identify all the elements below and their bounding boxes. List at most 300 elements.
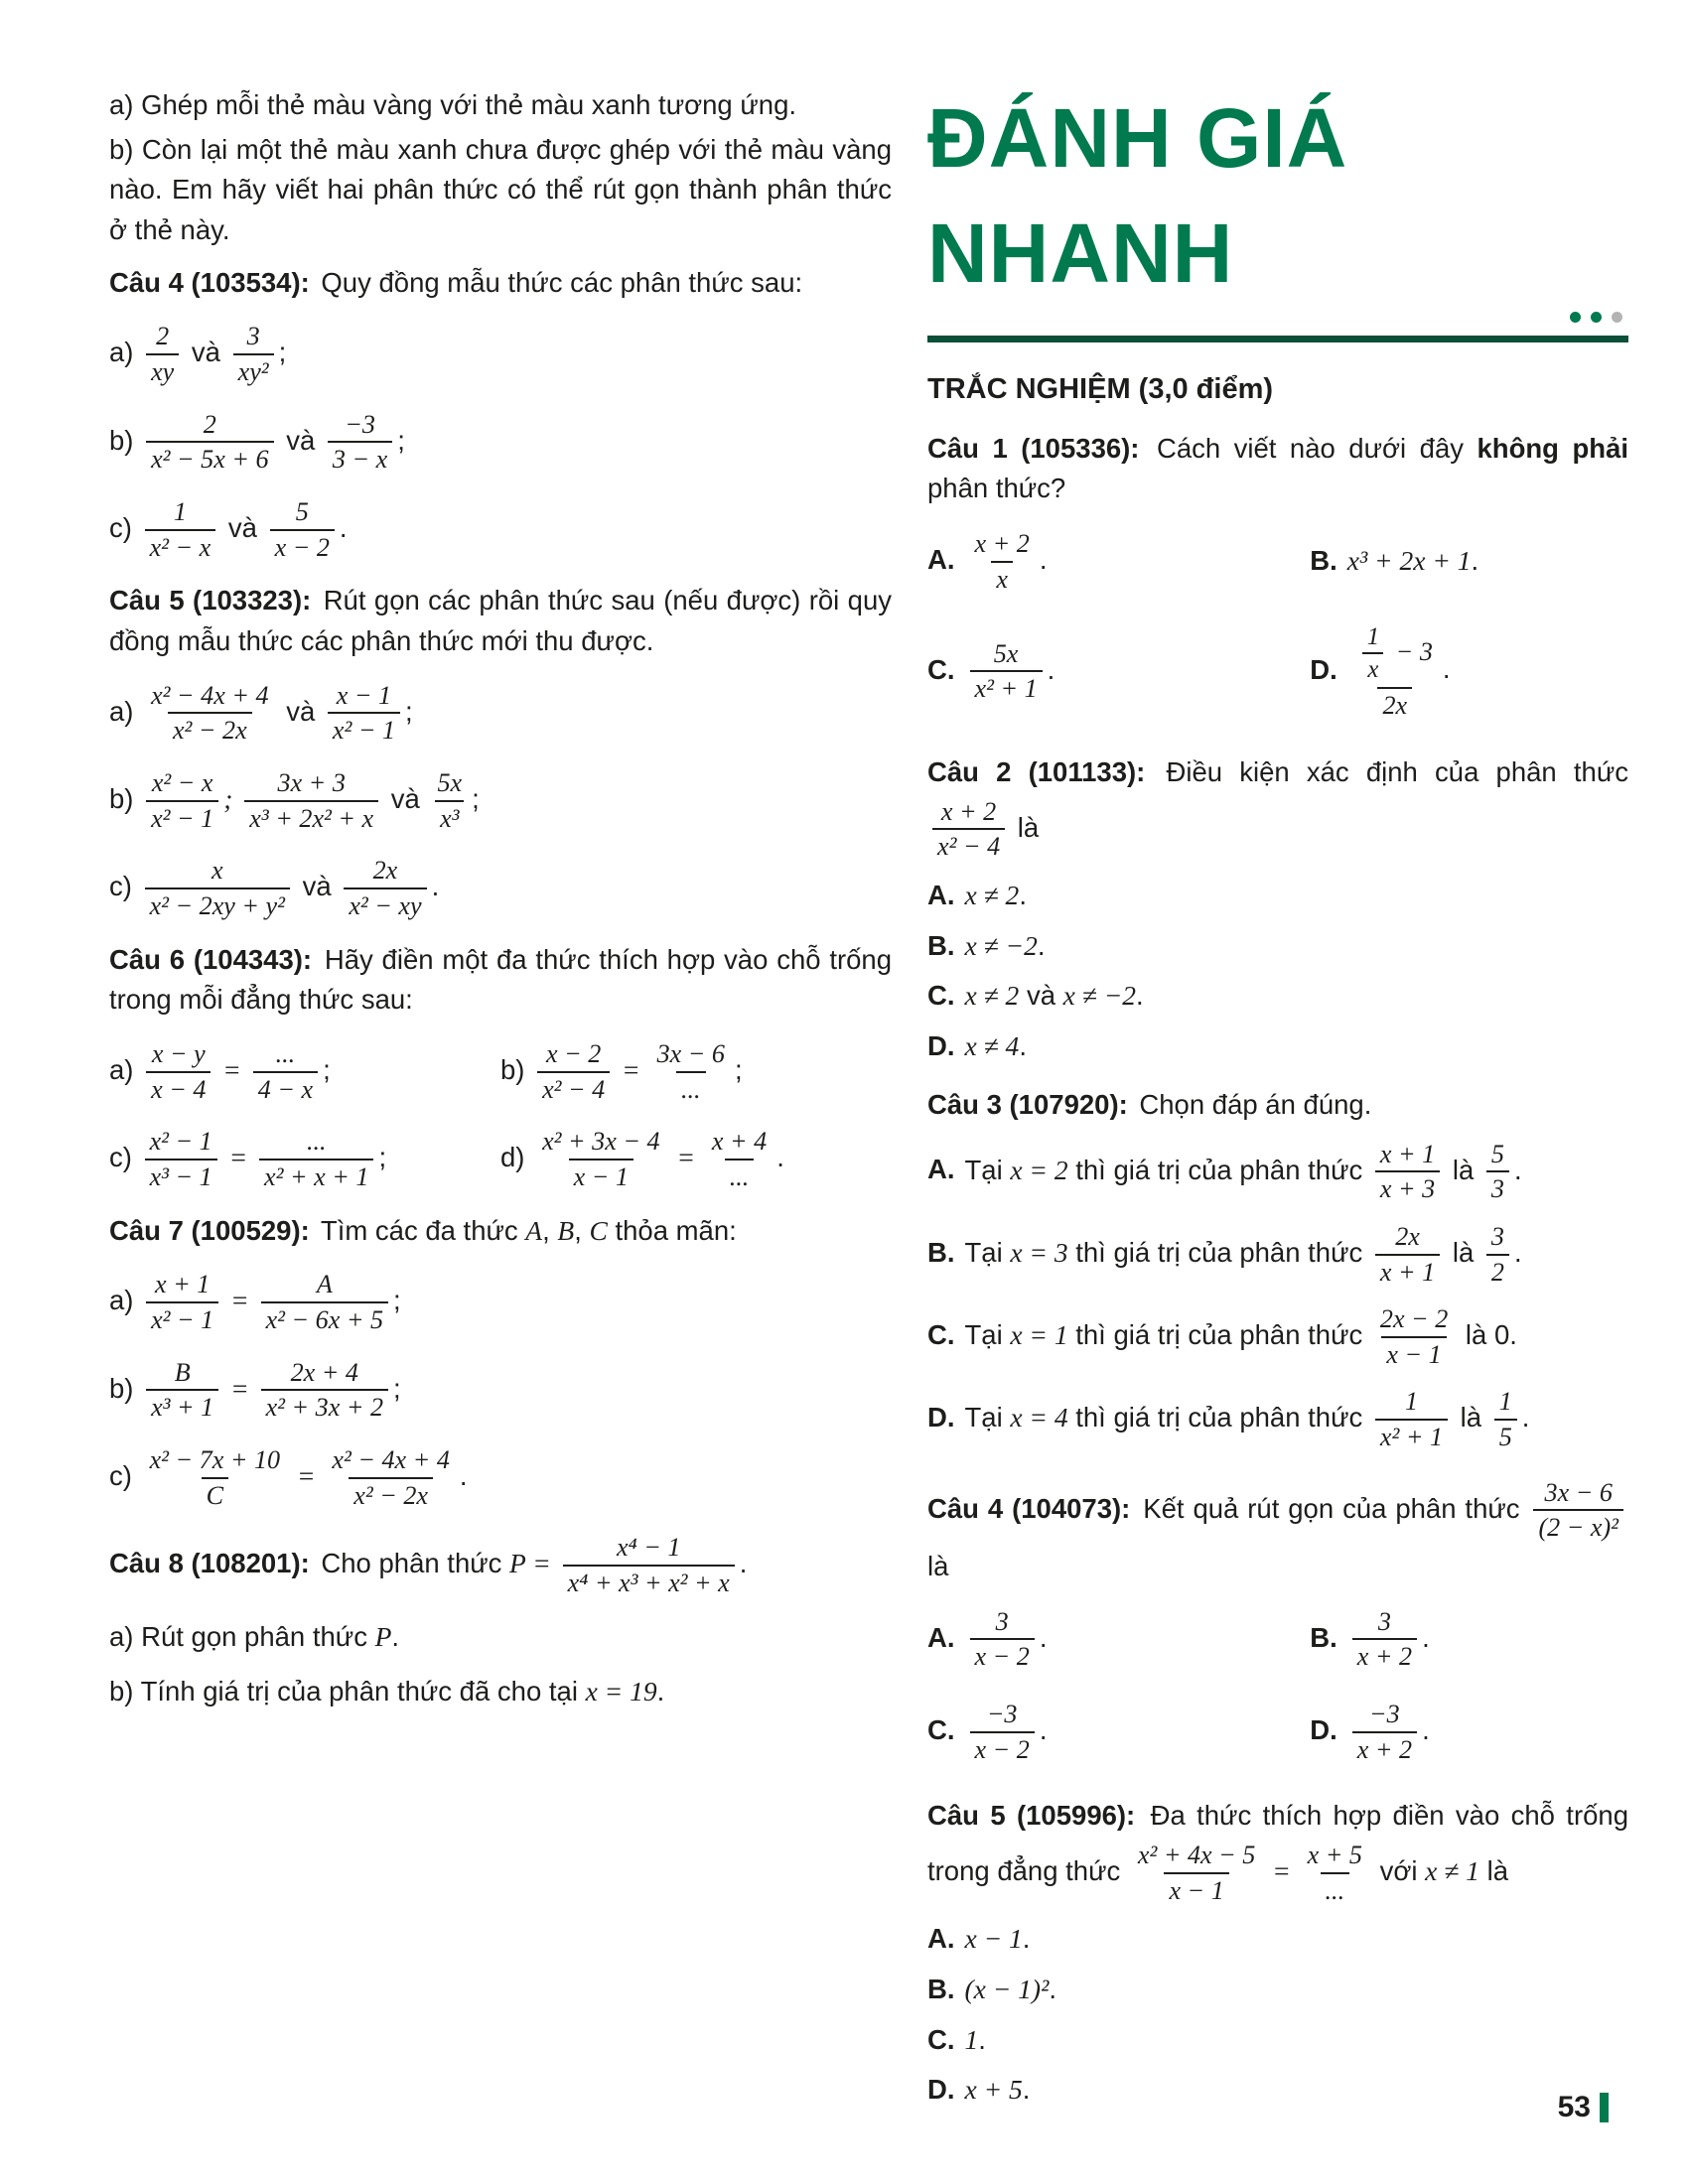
math-expression: = [215, 1053, 248, 1085]
math-expression: x² − 4x + 4 [151, 680, 269, 710]
math-line: b) $\frac{\text{x² − x}}{\text{x² − 1}}$ ; $\frac{3x + 3}{\text{x³ + 2x² + x}}$ và $\frac{5x}{\text{x³}}$ ; [109, 764, 892, 837]
math-line: a) $\frac{x - y}{x - 4}$ = $\frac{...}{4 - x}$ ; [109, 1035, 500, 1108]
fraction [1352, 619, 1438, 723]
fraction-numerator [147, 1037, 211, 1071]
math-expression: 5x [437, 768, 463, 798]
math-expression: x² − 7x + 10 [149, 1445, 281, 1474]
math-expression: 5 [295, 497, 309, 527]
math-expression: 1 [173, 497, 187, 527]
math-expression: x² + x + 1 [264, 1162, 369, 1192]
fraction-denominator [970, 1638, 1035, 1674]
fraction-numerator [1494, 1385, 1517, 1419]
option-key: D. [927, 1030, 955, 1062]
math-expression: 3x − 6 [1544, 1477, 1613, 1507]
math-expression: x [996, 564, 1008, 594]
fraction-denominator [259, 1159, 373, 1194]
fraction-numerator [291, 495, 314, 529]
fraction-numerator [340, 408, 380, 442]
problem-label: Câu 8 (108201): [109, 1548, 310, 1579]
option-key: B. [927, 929, 955, 961]
math-expression: − 3 [1389, 637, 1433, 667]
problem-statement: Câu 5 (103323): Rút gọn các phân thức sau (nếu được) rồi quy đồng mẫu thức các phân thức mới thu được. [109, 585, 892, 657]
fraction [1533, 1476, 1623, 1545]
fraction-denominator [146, 1071, 211, 1107]
math-expression: x + 4 [711, 1127, 768, 1157]
math-expression: x − 1 [1386, 1339, 1442, 1369]
fraction-denominator [146, 1301, 218, 1337]
math-expression: 3 − x [332, 445, 388, 475]
fraction-denominator [1164, 1872, 1228, 1908]
math-expression: (x − 1)² [964, 1974, 1050, 2005]
problem-label: Câu 3 (107920): [927, 1088, 1128, 1120]
math-expression: x² + 1 [974, 674, 1038, 704]
option-key: B. [927, 1974, 955, 2005]
fraction [145, 854, 290, 922]
fraction-numerator [145, 1443, 286, 1477]
fraction-numerator [1352, 619, 1438, 687]
math-row [109, 1354, 892, 1427]
mcq-problem [927, 752, 1628, 1067]
fraction-denominator [146, 441, 273, 477]
math-line: c) $\frac{x}{\text{x² − 2xy + y²}}$ và $\frac{2x}{\text{x² − xy}}$ . [109, 852, 892, 924]
math-expression: 1 [1366, 623, 1380, 651]
math-expression: 3x + 3 [277, 768, 346, 798]
fraction-denominator [932, 828, 1005, 864]
math-expression: 2 [1490, 1257, 1504, 1287]
math-expression: 2x + 4 [290, 1357, 358, 1387]
math-expression: x² − 4 [542, 1074, 606, 1104]
math-expression: x² + 3x + 2 [265, 1393, 384, 1423]
math-expression: x = 2 [1010, 1154, 1068, 1185]
answer-option: D. x + 5. [927, 2074, 1031, 2106]
fraction [145, 1125, 217, 1193]
option-key: A. [927, 880, 955, 911]
fraction [261, 1268, 388, 1336]
math-expression: x² − 2x [353, 1480, 428, 1510]
math-expression: x − 4 [151, 1074, 207, 1104]
math-expression: x² − 6x + 5 [265, 1305, 384, 1335]
math-expression: x² − 2xy + y² [149, 891, 285, 921]
math-expression: x² + 3x − 4 [542, 1127, 660, 1157]
math-expression: x + 2 [1356, 1734, 1413, 1764]
math-expression: x ≠ 4 [964, 1030, 1020, 1062]
fraction-numerator [707, 1125, 772, 1159]
math-expression: x + 3 [1379, 1174, 1436, 1204]
math-expression: x − 2 [974, 1734, 1030, 1764]
answer-option: C. $\frac{5x}{\text{x² + 1}}$ . [927, 635, 1284, 708]
answer-option: D. Tại x = 4 thì giá trị của phân thức $\frac{1}{\text{x² + 1}}$ là $\frac{1}{5}$ . [927, 1383, 1628, 1455]
answer-option: C. 1. [927, 2023, 986, 2055]
math-row [109, 493, 892, 566]
fraction-numerator [1375, 1138, 1440, 1171]
fraction [1494, 1385, 1517, 1453]
answer-option: A. $\frac{x + 2}{x}$ . [927, 525, 1284, 598]
problem-statement: Câu 4 (103534): Quy đồng mẫu thức các phân thức sau: [109, 266, 803, 298]
fraction-numerator [368, 854, 403, 887]
problem [109, 1529, 892, 1712]
math-expression: x − y [151, 1039, 206, 1069]
math-expression: C [589, 1214, 608, 1246]
fraction-denominator [435, 800, 464, 836]
fraction-denominator [537, 1071, 610, 1107]
fraction-numerator [170, 1356, 196, 1390]
math-row [109, 1672, 892, 1712]
fraction-denominator [261, 1389, 388, 1425]
fraction-numerator [147, 766, 218, 800]
fraction [1133, 1839, 1260, 1907]
fraction-numerator [1375, 1302, 1453, 1336]
fraction-denominator [1352, 1638, 1417, 1674]
fraction-numerator [991, 1605, 1014, 1639]
math-expression: = [223, 1285, 256, 1316]
fraction-denominator [970, 670, 1043, 706]
math-expression: x = 19 [585, 1676, 657, 1707]
option-key: C. [927, 653, 955, 685]
math-expression: P = [509, 1548, 558, 1579]
fraction-denominator [328, 441, 392, 477]
problem-statement: Câu 3 (107920): Chọn đáp án đúng. [927, 1088, 1372, 1120]
math-expression: 4 − x [257, 1074, 314, 1104]
math-expression: x² − 2x [172, 716, 247, 746]
math-expression: x² − 1 [151, 1305, 214, 1335]
math-expression: 5 [1498, 1423, 1512, 1452]
math-expression: −3 [345, 409, 375, 439]
answer-option: C. $\frac{-3}{x - 2}$ . [927, 1696, 1284, 1768]
math-row [109, 852, 892, 924]
fraction [145, 1443, 286, 1512]
problem [109, 940, 892, 1196]
fraction-numerator [1364, 1698, 1405, 1731]
fraction-denominator [1494, 1419, 1517, 1454]
fraction [146, 1268, 218, 1336]
math-expression: x + 2 [940, 796, 997, 826]
fraction-denominator [1377, 687, 1412, 723]
fraction-denominator [328, 712, 400, 748]
mcq-problem [927, 1796, 1628, 2111]
option-key: A. [927, 1923, 955, 1955]
problem-statement: Câu 6 (104343): Hãy điền một đa thức thích hợp vào chỗ trống trong mỗi đẳng thức sau: [109, 943, 892, 1016]
mcq-problem [927, 1474, 1628, 1779]
fraction-denominator [261, 1301, 388, 1337]
math-expression: x − 2 [546, 1039, 602, 1069]
fraction [233, 320, 274, 388]
problem-statement: Câu 8 (108201): Cho phân thức P = $\frac{\text{x⁴ − 1}}{\text{x⁴ + x³ + x² + x}}$ . [109, 1529, 892, 1601]
fraction-denominator [1352, 1731, 1417, 1767]
math-expression: ; [223, 782, 240, 814]
answer-option: D. $\frac{1}{x}$ − 3 2x . [1310, 617, 1628, 725]
math-expression: = [669, 1142, 702, 1173]
fraction-denominator [1321, 1872, 1350, 1908]
math-line: a) $\frac{2}{xy}$ và $\frac{3}{\text{xy²}}$ ; [109, 318, 892, 390]
dot-icon [1570, 312, 1581, 323]
fraction-denominator [145, 887, 290, 923]
math-line: c) $\frac{\text{x² − 7x + 10}}{C}$ = $\frac{\text{x² − 4x + 4}}{\text{x² − 2x}}$ . [109, 1441, 892, 1514]
fraction-numerator [332, 679, 396, 713]
fraction [146, 766, 218, 835]
fraction-denominator [725, 1159, 755, 1194]
fraction-denominator [253, 1071, 318, 1107]
math-expression: x³ + 2x² + x [249, 803, 374, 833]
fraction-denominator [168, 712, 252, 748]
math-line: d) $\frac{\text{x² + 3x − 4}}{x - 1}$ = $\frac{x + 4}{...}$ . [500, 1123, 892, 1195]
fraction [146, 1356, 218, 1425]
fraction [146, 408, 273, 477]
fraction [652, 1037, 730, 1106]
mcq-problem [927, 429, 1628, 735]
fraction-numerator [982, 1698, 1023, 1731]
fraction-numerator [936, 795, 1001, 829]
right-column [927, 81, 1628, 2120]
fraction-numerator [1133, 1839, 1260, 1872]
fraction-denominator [1486, 1254, 1509, 1290]
math-line: b) $\frac{x - 2}{\text{x² − 4}}$ = $\frac{3x - 6}{...}$ ; [500, 1035, 892, 1108]
answer-option: D. $\frac{-3}{x + 2}$ . [1310, 1696, 1628, 1768]
problem-statement: Câu 7 (100529): Tìm các đa thức A, B, C thỏa mãn: [109, 1214, 737, 1246]
math-expression: x² − 1 [151, 803, 214, 833]
answer-option: B. x³ + 2x + 1. [1310, 545, 1479, 577]
problem-statement: Câu 4 (104073): Kết quả rút gọn của phân thức $\frac{3x - 6}{\text{(2 − x)²}}$ là [927, 1474, 1628, 1587]
fraction [707, 1125, 772, 1193]
fraction [244, 766, 378, 835]
intro-item-a: a) Ghép mỗi thẻ màu vàng với thẻ màu xanh tương ứng. [109, 89, 796, 120]
page-number: 53 [1557, 2090, 1591, 2123]
fraction-denominator [676, 1071, 706, 1107]
fraction-numerator [1390, 1220, 1425, 1254]
math-expression: x² − 1 [149, 1127, 212, 1157]
problem-label: Câu 6 (104343): [109, 943, 313, 975]
math-expression: 2 [156, 322, 170, 351]
math-line: b) $\frac{B}{\text{x³ + 1}}$ = $\frac{2x + 4}{\text{x² + 3x + 2}}$ ; [109, 1354, 892, 1427]
banner-dots [1570, 312, 1622, 323]
math-expression: 3 [1490, 1221, 1504, 1251]
options-list [927, 515, 1628, 735]
page-footer [1558, 2086, 1609, 2129]
math-expression: = [223, 1372, 256, 1404]
fraction-numerator [146, 679, 273, 713]
answer-option: B. $\frac{3}{x + 2}$ . [1310, 1603, 1628, 1676]
math-expression: 1 [1498, 1387, 1512, 1417]
option-key: C. [927, 980, 955, 1012]
option-key: C. [927, 2023, 955, 2055]
fraction-denominator [1381, 1336, 1446, 1372]
fraction [1375, 1220, 1440, 1289]
math-expression: x − 2 [974, 1642, 1030, 1672]
fraction-denominator [1486, 1170, 1509, 1206]
fraction-numerator [242, 320, 265, 353]
answer-option: B. Tại x = 3 thì giá trị của phân thức $\frac{2x}{x + 1}$ là $\frac{3}{2}$ . [927, 1218, 1628, 1291]
fraction [270, 495, 335, 564]
answer-option: C. x ≠ 2 và x ≠ −2. [927, 980, 1144, 1012]
math-row [109, 764, 892, 837]
math-row [109, 318, 892, 390]
fraction-denominator [145, 1159, 217, 1194]
fraction-denominator [202, 1477, 228, 1513]
math-expression: = [615, 1053, 647, 1085]
fraction [261, 1356, 388, 1425]
banner-title [927, 81, 1628, 312]
answer-option: D. x ≠ 4. [927, 1030, 1027, 1062]
fraction [932, 795, 1005, 864]
math-expression: x⁴ − 1 [617, 1533, 681, 1563]
fraction-denominator [1375, 1419, 1448, 1454]
dot-icon [1591, 312, 1602, 323]
math-row [109, 1035, 892, 1108]
fraction-numerator [1362, 621, 1384, 652]
math-expression: 2x [1395, 1221, 1420, 1251]
option-key: C. [927, 1319, 955, 1351]
math-expression: xy² [237, 357, 269, 387]
fraction-denominator [146, 1389, 218, 1425]
fraction-denominator [563, 1565, 735, 1600]
option-key: D. [1310, 653, 1337, 685]
math-expression: x² − x [151, 768, 213, 798]
fraction-numerator [199, 408, 221, 442]
math-expression: (2 − x)² [1538, 1513, 1618, 1543]
problem-label: Câu 4 (103534): [109, 266, 310, 298]
fraction-denominator [1533, 1509, 1623, 1545]
fraction-numerator [970, 527, 1035, 561]
fraction-numerator [652, 1037, 730, 1071]
problem-label: Câu 1 (105336): [927, 432, 1140, 464]
math-expression: A [525, 1214, 543, 1246]
fraction-denominator [970, 1731, 1035, 1767]
problem [109, 263, 892, 567]
math-line: a) $\frac{\text{x² − 4x + 4}}{\text{x² − 2x}}$ và $\frac{x - 1}{\text{x² − 1}}$ ; [109, 677, 892, 750]
bold-text: không phải [1477, 432, 1628, 464]
math-expression: 3 [1490, 1174, 1504, 1204]
problem-statement: Câu 1 (105336): Cách viết nào dưới đây không phải phân thức? [927, 432, 1628, 504]
math-expression: x² + 4x − 5 [1137, 1841, 1256, 1870]
math-expression: ... [275, 1039, 296, 1069]
fraction-numerator [302, 1125, 332, 1159]
answer-option: A. x ≠ 2. [927, 880, 1027, 911]
fraction-denominator [270, 529, 335, 565]
math-expression: −3 [1369, 1700, 1400, 1729]
fraction-numerator [169, 495, 192, 529]
math-expression: = [221, 1142, 255, 1173]
fraction-numerator [271, 1037, 301, 1071]
math-expression: C [206, 1480, 224, 1510]
math-expression: B [557, 1214, 575, 1246]
fraction-numerator [327, 1443, 454, 1477]
math-expression: x² − x [149, 532, 211, 562]
option-key: A. [927, 1621, 955, 1653]
math-row [109, 1617, 892, 1658]
fraction [328, 408, 392, 477]
math-expression: x² − 4x + 4 [332, 1445, 450, 1474]
math-expression: ... [1325, 1875, 1345, 1905]
math-expression: ... [306, 1127, 327, 1157]
math-row [109, 1123, 892, 1195]
math-expression: x + 5 [964, 2074, 1023, 2106]
math-row [109, 1441, 892, 1514]
fraction [970, 527, 1035, 596]
mcq-problem [927, 1085, 1628, 1456]
fraction-numerator [989, 637, 1024, 671]
math-expression: 3x − 6 [656, 1039, 725, 1069]
math-expression: x² − 4 [937, 832, 1001, 862]
fraction-denominator [344, 887, 426, 923]
answer-option: A. $\frac{3}{x - 2}$ . [927, 1603, 1284, 1676]
math-expression: ... [680, 1074, 701, 1104]
fraction [328, 679, 400, 748]
section-title: TRẮC NGHIỆM (3,0 điểm) [927, 372, 1274, 405]
fraction-numerator [150, 1268, 214, 1301]
math-expression: P [374, 1620, 392, 1652]
fraction-numerator [1486, 1220, 1509, 1254]
math-expression: x + 5 [1307, 1841, 1362, 1870]
dot-icon [1612, 312, 1622, 323]
math-expression: x = 4 [1010, 1402, 1068, 1433]
mcq-list [927, 429, 1628, 2111]
fraction [1303, 1839, 1367, 1907]
fraction [146, 679, 273, 748]
math-expression: x = 3 [1010, 1236, 1068, 1268]
fraction-denominator [145, 529, 216, 565]
math-expression: x [211, 856, 223, 886]
fraction-denominator [1375, 1254, 1440, 1290]
fraction-numerator [1303, 1839, 1367, 1872]
math-expression: 3 [1377, 1606, 1391, 1636]
options-list [927, 1136, 1628, 1456]
fraction-numerator [207, 854, 228, 887]
section-banner [927, 81, 1628, 342]
math-row [109, 1266, 892, 1338]
fraction [537, 1125, 664, 1193]
fraction [970, 1605, 1035, 1674]
problem-label: Câu 5 (103323): [109, 585, 312, 616]
option-key: B. [1310, 545, 1337, 577]
fraction [1352, 1698, 1417, 1766]
math-expression: x − 1 [964, 1923, 1023, 1955]
math-line: c) $\frac{1}{\text{x² − x}}$ và $\frac{5}{x - 2}$ . [109, 493, 892, 566]
options-list [927, 1919, 1628, 2111]
math-expression: x − 1 [336, 680, 392, 710]
math-expression: x² − xy [349, 891, 422, 921]
option-key: B. [1310, 1621, 1337, 1653]
fraction-numerator [145, 1125, 217, 1159]
fraction-denominator [1362, 652, 1383, 685]
option-key: B. [927, 1236, 955, 1268]
fraction [1375, 1138, 1440, 1206]
banner-rule [927, 336, 1628, 342]
fraction-numerator [1486, 1138, 1509, 1171]
options-list [927, 876, 1628, 1067]
problem [109, 581, 892, 924]
fraction-numerator [151, 320, 174, 353]
fraction-numerator [1400, 1385, 1423, 1419]
option-key: C. [927, 1714, 955, 1746]
math-expression: x + 1 [155, 1270, 211, 1299]
math-expression: x² − 5x + 6 [151, 445, 269, 475]
problem-statement: Câu 2 (101133): Điều kiện xác định của phân thức $\frac{x + 2}{\text{x² − 4}}$ là [927, 752, 1628, 866]
fraction [1375, 1302, 1453, 1371]
answer-option: B. (x − 1)². [927, 1974, 1056, 2005]
problem-label: Câu 2 (101133): [927, 756, 1146, 788]
math-row [109, 677, 892, 750]
fraction [327, 1443, 454, 1512]
math-expression: 5x [993, 638, 1019, 668]
fraction [432, 766, 467, 835]
math-expression: x³ [440, 803, 460, 833]
fraction [1352, 1605, 1417, 1674]
fraction [537, 1037, 610, 1106]
option-key: D. [927, 1402, 955, 1433]
fraction [145, 495, 216, 564]
math-expression: x + 1 [1379, 1257, 1436, 1287]
math-expression: 2 [203, 409, 216, 439]
answer-option: B. x ≠ −2. [927, 929, 1046, 961]
